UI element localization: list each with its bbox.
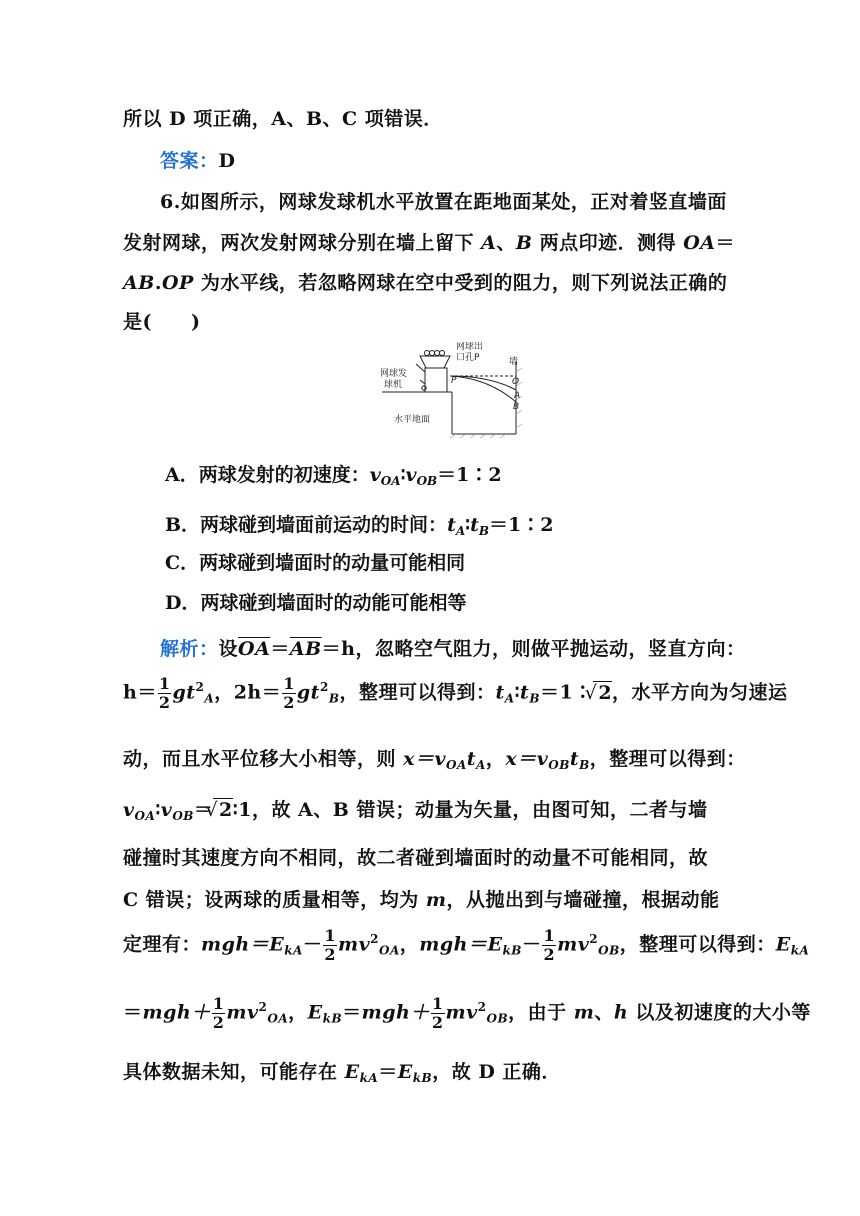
label-wall: 墙 [509,357,519,367]
option-c: C．两球碰到墙面时的动量可能相同 [165,552,466,574]
option-a: A．两球发射的初速度：$v_{OA}∶v_{OB}=1∶2$ [165,464,502,488]
label-O: O [512,377,520,387]
option-d: D．两球碰到墙面时的动能可能相等 [165,592,467,614]
label-machine-2: 球机 [384,380,403,390]
previous-answer: 答案：D [160,150,236,172]
previous-answer-tail: 所以 D 项正确，A、B、C 项错误． [123,108,443,130]
label-A: A [514,391,521,401]
label-ground: 水平地面 [394,415,431,425]
label-exit-2: 口孔P [456,353,480,363]
option-b: B．两球碰到墙面前运动的时间：$t_A∶t_B=1∶2$ [165,514,554,538]
label-B: B [513,402,520,412]
tennis-machine-figure [370,342,530,438]
label-machine-1: 网球发 [380,369,408,379]
label-P: P [451,376,457,386]
label-exit-1: 网球出 [456,342,484,352]
